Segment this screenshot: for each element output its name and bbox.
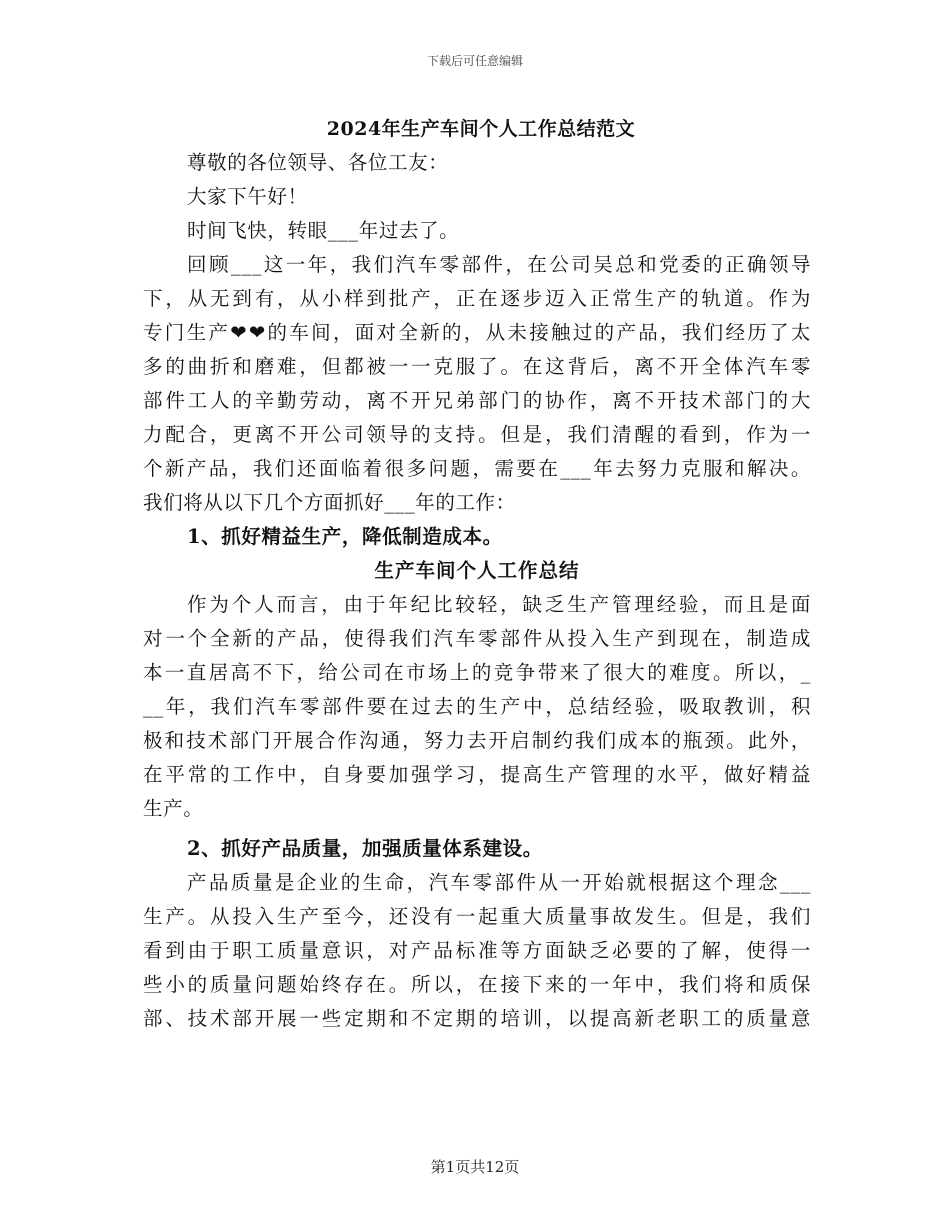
paragraph-line: 生产。从投入生产至今，还没有一起重大质量事故发生。但是，我们 (143, 905, 811, 928)
paragraph-line: 本一直居高不下，给公司在市场上的竞争带来了很大的难度。所以，_ (143, 661, 811, 684)
paragraph-line: 力配合，更离不开公司领导的支持。但是，我们清醒的看到，作为一 (143, 423, 811, 446)
intro-line: 时间飞快，转眼___年过去了。 (187, 219, 460, 242)
paragraph-line: 个新产品，我们还面临着很多问题，需要在___年去努力克服和解决。 (143, 457, 811, 480)
paragraph-line: 部、技术部开展一些定期和不定期的培训，以提高新老职工的质量意 (143, 1007, 811, 1030)
paragraph-line: 些小的质量问题始终存在。所以，在接下来的一年中，我们将和质保 (143, 973, 811, 996)
paragraph-line: 下，从无到有，从小样到批产，正在逐步迈入正常生产的轨道。作为 (143, 287, 811, 310)
greeting: 尊敬的各位领导、各位工友： (187, 151, 449, 174)
paragraph-line: 看到由于职工质量意识，对产品标准等方面缺乏必要的了解，使得一 (143, 939, 811, 962)
paragraph-line: 我们将从以下几个方面抓好___年的工作： (143, 491, 516, 514)
paragraph-2 (143, 588, 811, 826)
document-title: 2024年生产车间个人工作总结范文 (326, 118, 636, 140)
paragraph-line: 作为个人而言，由于年纪比较轻，缺乏生产管理经验，而且是面 (187, 593, 811, 616)
paragraph-line: 专门生产❤❤的车间，面对全新的，从未接触过的产品，我们经历了太 (143, 321, 811, 344)
page-footer: 第1页共12页 (430, 1158, 520, 1176)
paragraph-1 (143, 248, 811, 520)
paragraph-line: 多的曲折和磨难，但都被一一克服了。在这背后，离不开全体汽车零 (143, 355, 811, 378)
paragraph-3 (143, 866, 811, 1036)
paragraph-line: 部件工人的辛勤劳动，离不开兄弟部门的协作，离不开技术部门的大 (143, 389, 811, 412)
paragraph-line: 回顾___这一年，我们汽车零部件，在公司吴总和党委的正确领导 (187, 253, 811, 276)
paragraph-line: 生产。 (143, 797, 204, 820)
section-heading-1: 1、抓好精益生产，降低制造成本。 (187, 525, 503, 548)
paragraph-line: 在平常的工作中，自身要加强学习，提高生产管理的水平，做好精益 (143, 763, 811, 786)
section-heading-2: 2、抓好产品质量，加强质量体系建设。 (187, 837, 543, 860)
page-header: 下载后可任意编辑 (426, 54, 523, 68)
paragraph-line: 对一个全新的产品，使得我们汽车零部件从投入生产到现在，制造成 (143, 627, 811, 650)
document-body (143, 112, 811, 1036)
paragraph-line: __年，我们汽车零部件要在过去的生产中，总结经验，吸取教训，积 (143, 695, 811, 718)
paragraph-line: 产品质量是企业的生命，汽车零部件从一开始就根据这个理念___ (187, 871, 811, 894)
hello-line: 大家下午好！ (187, 185, 308, 208)
paragraph-line: 极和技术部门开展合作沟通，努力去开启制约我们成本的瓶颈。此外， (143, 729, 811, 752)
section-subtitle: 生产车间个人工作总结 (374, 559, 580, 582)
